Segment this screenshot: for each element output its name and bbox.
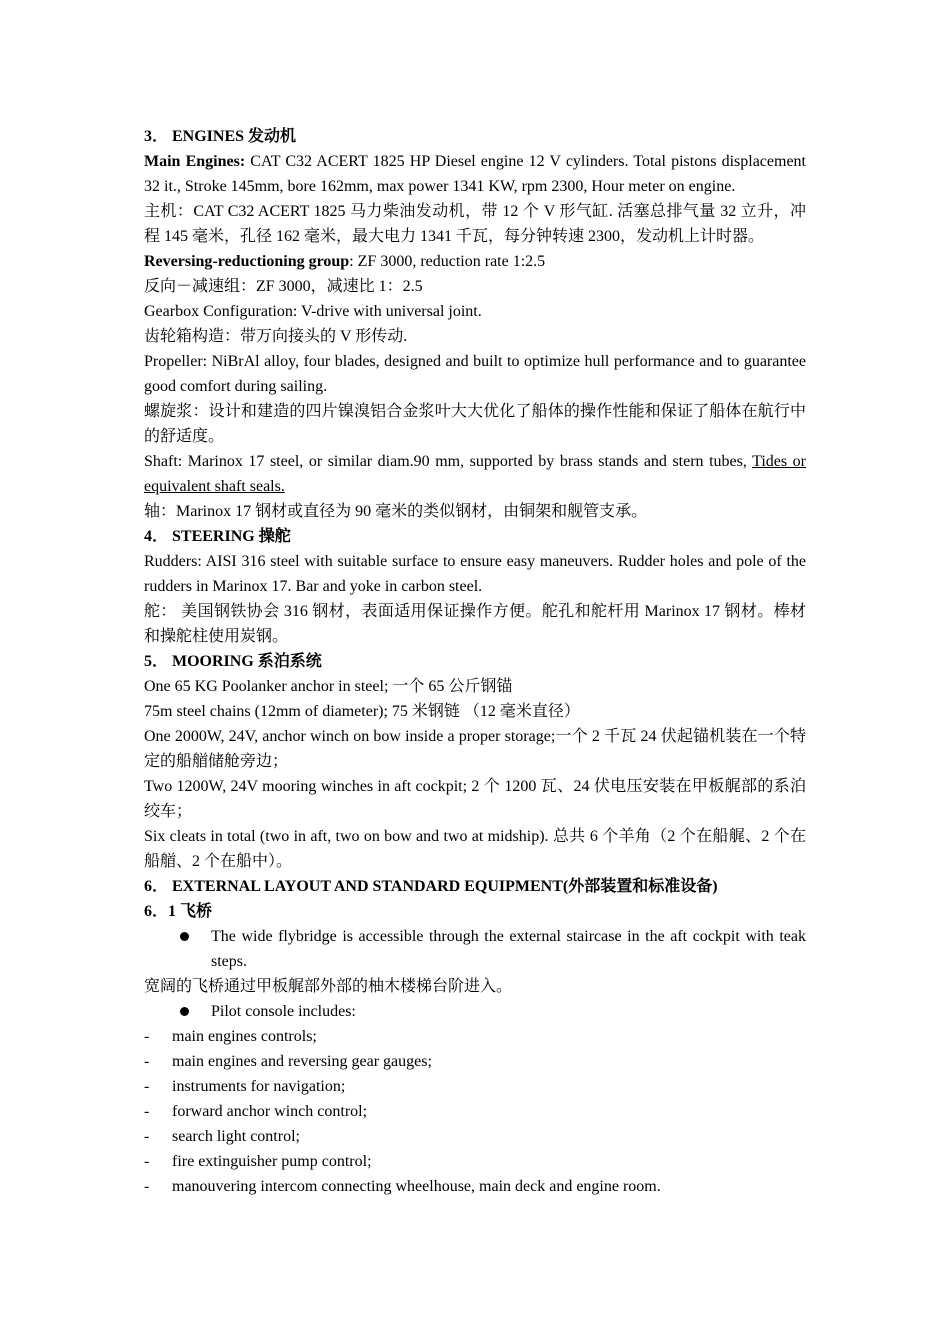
section-3-heading: 3． ENGINES 发动机 — [144, 128, 297, 145]
shaft-text: Shaft: Marinox 17 steel, or similar diam.90 mm, supported by brass stands and stern tubes, — [144, 453, 753, 470]
list-item-text: main engines and reversing gear gauges; — [172, 1053, 432, 1070]
reversing-paragraph — [144, 249, 806, 274]
gearbox-paragraph: Gearbox Configuration: V-drive with universal joint. — [144, 303, 482, 320]
main-engines-cn: 主机：CAT C32 ACERT 1825 马力柴油发动机，带 12 个 V 形气缸. 活塞总排气量 32 立升，冲程 145 毫米，孔径 162 毫米，最大电力 1341 千瓦，每分钟转速 2300，发动机上计时器。 — [144, 203, 806, 245]
mooring-line: Two 1200W, 24V mooring winches in aft cockpit; 2 个 1200 瓦、24 伏电压安装在甲板艉部的系泊绞车； — [144, 778, 806, 820]
list-item-text: manouvering intercom connecting wheelhouse, main deck and engine room. — [172, 1178, 661, 1195]
list-item-text: main engines controls; — [172, 1028, 317, 1045]
list-item — [144, 1049, 806, 1074]
bullet-item-pilot-console — [144, 999, 806, 1024]
shaft-paragraph — [144, 449, 806, 499]
shaft-cn: 轴：Marinox 17 钢材或直径为 90 毫米的类似钢材，由铜架和舰管支承。 — [144, 503, 648, 520]
dash-marker: - — [144, 1028, 150, 1045]
list-item-text: fire extinguisher pump control; — [172, 1153, 372, 1170]
rudders-paragraph: Rudders: AISI 316 steel with suitable surface to ensure easy maneuvers. Rudder holes and pole of the rudders in Marinox 17. Bar and yoke in carbon steel. — [144, 553, 806, 595]
propeller-cn: 螺旋浆：设计和建造的四片镍溴铝合金浆叶大大优化了船体的操作性能和保证了船体在航行中的舒适度。 — [144, 403, 806, 445]
dash-marker: - — [144, 1128, 150, 1145]
dash-marker: - — [144, 1103, 150, 1120]
propeller-paragraph: Propeller: NiBrAl alloy, four blades, designed and built to optimize hull performance and to guarantee good comfort during sailing. — [144, 353, 806, 395]
reversing-text: : ZF 3000, reduction rate 1:2.5 — [349, 253, 546, 270]
shaft-seals-underlined: Tides or equivalent shaft seals. — [144, 453, 806, 495]
list-item — [144, 1174, 806, 1199]
bullet-text: Pilot console includes: — [211, 1003, 356, 1020]
mooring-line: 75m steel chains (12mm of diameter); 75 米钢链 （12 毫米直径） — [144, 703, 580, 720]
main-engines-label: Main Engines: — [144, 153, 246, 170]
flybridge-cn: 宽阔的飞桥通过甲板艉部外部的柚木楼梯台阶进入。 — [144, 978, 513, 995]
list-item-text: search light control; — [172, 1128, 300, 1145]
section-6-heading: 6． EXTERNAL LAYOUT AND STANDARD EQUIPMENT(外部装置和标准设备) — [144, 878, 718, 895]
dash-marker: - — [144, 1053, 150, 1070]
list-item — [144, 1074, 806, 1099]
list-item-text: forward anchor winch control; — [172, 1103, 368, 1120]
list-item-text: instruments for navigation; — [172, 1078, 346, 1095]
mooring-line: Six cleats in total (two in aft, two on bow and two at midship). 总共 6 个羊角（2 个在船艉、2 个在船艏、2 个在船中）。 — [144, 828, 806, 870]
mooring-line: One 2000W, 24V, anchor winch on bow inside a proper storage;一个 2 千瓦 24 伏起锚机装在一个特定的船艏储舱旁边； — [144, 728, 806, 770]
section-6-1-heading: 6．1 飞桥 — [144, 903, 213, 920]
list-item — [144, 1099, 806, 1124]
main-engines-paragraph — [144, 149, 806, 199]
reversing-label: Reversing-reductioning group — [144, 253, 350, 270]
mooring-line: One 65 KG Poolanker anchor in steel; 一个 65 公斤钢锚 — [144, 678, 513, 695]
rudders-cn: 舵： 美国钢铁协会 316 钢材，表面适用保证操作方便。舵孔和舵杆用 Marinox 17 钢材。棒材和操舵柱使用炭钢。 — [144, 603, 806, 645]
reversing-cn: 反向－减速组：ZF 3000，减速比 1：2.5 — [144, 278, 423, 295]
bullet-text: The wide flybridge is accessible through the external staircase in the aft cockpit with teak steps. — [211, 928, 806, 970]
dash-marker: - — [144, 1078, 150, 1095]
document-body — [144, 124, 806, 1199]
section-4-heading: 4． STEERING 操舵 — [144, 528, 291, 545]
list-item — [144, 1149, 806, 1174]
list-item — [144, 1124, 806, 1149]
gearbox-cn: 齿轮箱构造：带万向接头的 V 形传动. — [144, 328, 408, 345]
bullet-item-flybridge — [144, 924, 806, 974]
bullet-dot-icon — [180, 1007, 189, 1016]
bullet-dot-icon — [180, 932, 189, 941]
section-5-heading: 5． MOORING 系泊系统 — [144, 653, 322, 670]
main-engines-text: CAT C32 ACERT 1825 HP Diesel engine 12 V cylinders. Total pistons displacement 32 it., Stroke 145mm, bore 162mm, max power 1341 KW, rpm 2300, Hour meter on engine. — [144, 153, 807, 195]
dash-marker: - — [144, 1178, 150, 1195]
list-item — [144, 1024, 806, 1049]
dash-marker: - — [144, 1153, 150, 1170]
